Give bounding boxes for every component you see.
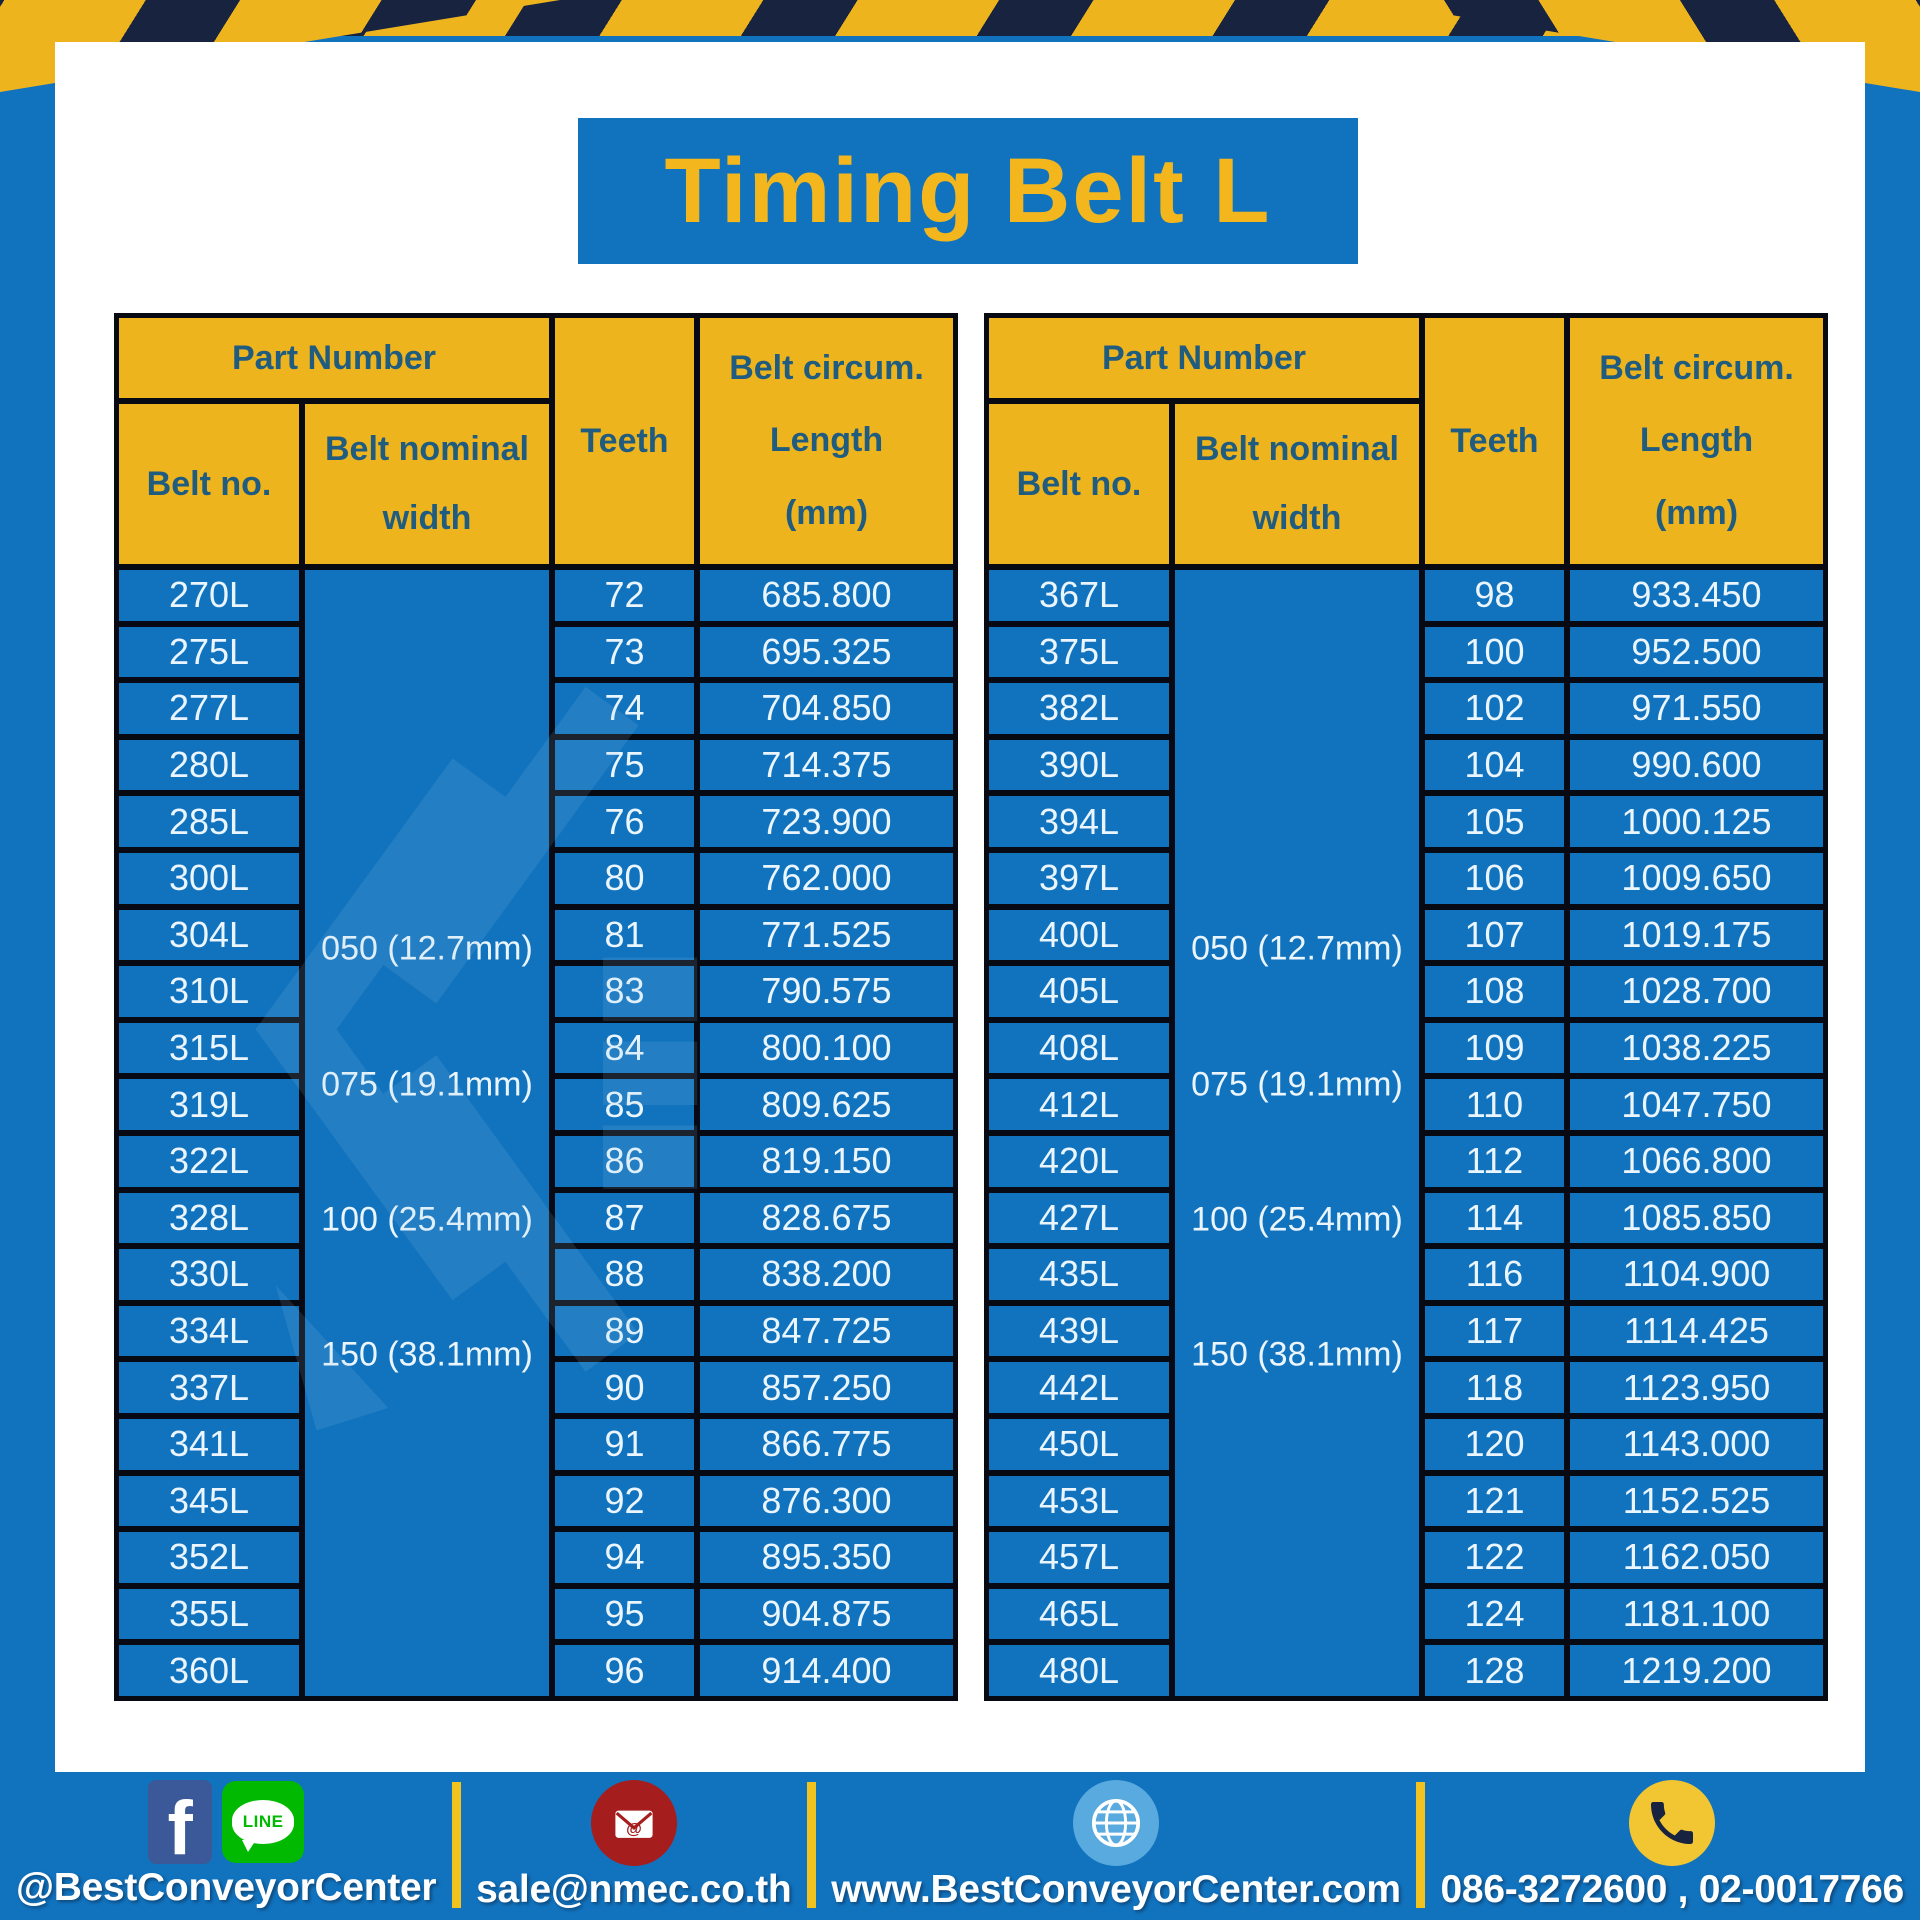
- belt-no-cell: 382L: [989, 683, 1169, 734]
- teeth-cell: 121: [1425, 1476, 1564, 1527]
- belt-width-label: 150 (38.1mm): [321, 1335, 533, 1374]
- teeth-cell: 117: [1425, 1306, 1564, 1357]
- footer-email-section: [476, 1780, 791, 1910]
- teeth-cell: 120: [1425, 1419, 1564, 1470]
- length-cell: 895.350: [700, 1532, 953, 1583]
- footer-divider: [1416, 1782, 1425, 1908]
- belt-no-cell: 427L: [989, 1193, 1169, 1244]
- teeth-cell: 86: [555, 1136, 694, 1187]
- length-cell: 952.500: [1570, 627, 1823, 678]
- belt-no-cell: 400L: [989, 910, 1169, 961]
- belt-circum-line2: Length: [1639, 421, 1754, 460]
- contact-footer: [0, 1772, 1920, 1920]
- footer-divider: [807, 1782, 816, 1908]
- belt-no-cell: 375L: [989, 627, 1169, 678]
- length-cell: 1038.225: [1570, 1023, 1823, 1074]
- part-number-header: Part Number: [119, 318, 549, 398]
- footer-social-section: [16, 1780, 436, 1910]
- belt-no-cell: 334L: [119, 1306, 299, 1357]
- belt-circum-header: [700, 318, 953, 564]
- teeth-cell: 100: [1425, 627, 1564, 678]
- belt-no-cell: 394L: [989, 796, 1169, 847]
- length-cell: 704.850: [700, 683, 953, 734]
- belt-circum-line3: (mm): [784, 494, 869, 533]
- teeth-header: Teeth: [1425, 318, 1564, 564]
- belt-no-cell: 310L: [119, 966, 299, 1017]
- svg-text:@: @: [625, 1820, 642, 1839]
- length-cell: 990.600: [1570, 740, 1823, 791]
- teeth-cell: 108: [1425, 966, 1564, 1017]
- teeth-cell: 90: [555, 1362, 694, 1413]
- teeth-cell: 83: [555, 966, 694, 1017]
- belt-no-cell: 390L: [989, 740, 1169, 791]
- belt-width-label: 050 (12.7mm): [1191, 929, 1403, 968]
- belt-no-cell: 442L: [989, 1362, 1169, 1413]
- belt-width-label: 100 (25.4mm): [1191, 1200, 1403, 1239]
- length-cell: 1123.950: [1570, 1362, 1823, 1413]
- length-cell: 1085.850: [1570, 1193, 1823, 1244]
- footer-divider: [452, 1782, 461, 1908]
- belt-circum-line2: Length: [769, 421, 884, 460]
- page-title: Timing Belt L: [664, 139, 1272, 242]
- line-icon: [222, 1781, 304, 1863]
- length-cell: 800.100: [700, 1023, 953, 1074]
- teeth-cell: 106: [1425, 853, 1564, 904]
- belt-no-cell: 330L: [119, 1249, 299, 1300]
- length-cell: 1028.700: [1570, 966, 1823, 1017]
- teeth-cell: 110: [1425, 1079, 1564, 1130]
- length-cell: 876.300: [700, 1476, 953, 1527]
- belt-no-cell: 360L: [119, 1645, 299, 1696]
- social-handle: @BestConveyorCenter: [16, 1866, 437, 1909]
- teeth-cell: 92: [555, 1476, 694, 1527]
- belt-no-header: Belt no.: [119, 404, 299, 564]
- teeth-cell: 72: [555, 570, 694, 621]
- belt-no-cell: 457L: [989, 1532, 1169, 1583]
- belt-width-label: 075 (19.1mm): [321, 1065, 533, 1104]
- belt-circum-line1: Belt circum.: [1599, 348, 1794, 387]
- line-label: LINE: [242, 1812, 284, 1831]
- belt-no-cell: 435L: [989, 1249, 1169, 1300]
- phone-glyph: [1644, 1795, 1700, 1851]
- phone-icon: [1629, 1780, 1715, 1866]
- length-cell: 771.525: [700, 910, 953, 961]
- belt-no-cell: 300L: [119, 853, 299, 904]
- teeth-cell: 95: [555, 1589, 694, 1640]
- teeth-cell: 75: [555, 740, 694, 791]
- belt-width-merged-cell: [1175, 570, 1419, 1696]
- belt-width-label: 150 (38.1mm): [1191, 1335, 1403, 1374]
- teeth-cell: 80: [555, 853, 694, 904]
- footer-website-section: [831, 1780, 1400, 1910]
- teeth-cell: 74: [555, 683, 694, 734]
- belt-no-cell: 450L: [989, 1419, 1169, 1470]
- teeth-cell: 109: [1425, 1023, 1564, 1074]
- belt-no-cell: 280L: [119, 740, 299, 791]
- teeth-cell: 81: [555, 910, 694, 961]
- length-cell: 762.000: [700, 853, 953, 904]
- teeth-cell: 88: [555, 1249, 694, 1300]
- belt-circum-line3: (mm): [1654, 494, 1739, 533]
- teeth-cell: 104: [1425, 740, 1564, 791]
- email-icon-row: [591, 1780, 677, 1866]
- belt-no-cell: 355L: [119, 1589, 299, 1640]
- length-cell: 904.875: [700, 1589, 953, 1640]
- teeth-header: Teeth: [555, 318, 694, 564]
- teeth-cell: 96: [555, 1645, 694, 1696]
- teeth-cell: 76: [555, 796, 694, 847]
- length-cell: 1009.650: [1570, 853, 1823, 904]
- website-icon-row: [1073, 1780, 1159, 1866]
- teeth-cell: 116: [1425, 1249, 1564, 1300]
- length-cell: 1019.175: [1570, 910, 1823, 961]
- belt-circum-header: [1570, 318, 1823, 564]
- teeth-cell: 94: [555, 1532, 694, 1583]
- belt-no-cell: 345L: [119, 1476, 299, 1527]
- belt-width-label: 050 (12.7mm): [321, 929, 533, 968]
- teeth-cell: 87: [555, 1193, 694, 1244]
- part-number-header: Part Number: [989, 318, 1419, 398]
- length-cell: 790.575: [700, 966, 953, 1017]
- content-area: [55, 42, 1865, 1772]
- belt-no-cell: 304L: [119, 910, 299, 961]
- belt-no-cell: 465L: [989, 1589, 1169, 1640]
- length-cell: 971.550: [1570, 683, 1823, 734]
- teeth-cell: 98: [1425, 570, 1564, 621]
- length-cell: 809.625: [700, 1079, 953, 1130]
- teeth-cell: 105: [1425, 796, 1564, 847]
- length-cell: 857.250: [700, 1362, 953, 1413]
- phone-icon-row: [1629, 1780, 1715, 1866]
- belt-no-cell: 328L: [119, 1193, 299, 1244]
- length-cell: 1219.200: [1570, 1645, 1823, 1696]
- length-cell: 1152.525: [1570, 1476, 1823, 1527]
- teeth-cell: 107: [1425, 910, 1564, 961]
- belt-no-cell: 420L: [989, 1136, 1169, 1187]
- belt-no-cell: 397L: [989, 853, 1169, 904]
- belt-table-left: [114, 313, 958, 1701]
- website-url: www.BestConveyorCenter.com: [831, 1868, 1401, 1911]
- length-cell: 1047.750: [1570, 1079, 1823, 1130]
- teeth-cell: 102: [1425, 683, 1564, 734]
- facebook-letter: f: [167, 1786, 193, 1864]
- length-cell: 819.150: [700, 1136, 953, 1187]
- length-cell: 1066.800: [1570, 1136, 1823, 1187]
- belt-nominal-width-header: [1175, 404, 1419, 564]
- teeth-cell: 118: [1425, 1362, 1564, 1413]
- teeth-cell: 89: [555, 1306, 694, 1357]
- length-cell: 1104.900: [1570, 1249, 1823, 1300]
- belt-circum-line1: Belt circum.: [729, 348, 924, 387]
- belt-no-cell: 285L: [119, 796, 299, 847]
- length-cell: 933.450: [1570, 570, 1823, 621]
- length-cell: 723.900: [700, 796, 953, 847]
- belt-no-cell: 367L: [989, 570, 1169, 621]
- length-cell: 695.325: [700, 627, 953, 678]
- belt-nominal-line2: width: [1252, 499, 1342, 537]
- length-cell: 838.200: [700, 1249, 953, 1300]
- email-address: sale@nmec.co.th: [476, 1868, 792, 1911]
- belt-no-cell: 315L: [119, 1023, 299, 1074]
- length-cell: 866.775: [700, 1419, 953, 1470]
- belt-no-cell: 275L: [119, 627, 299, 678]
- mail-glyph: [603, 1792, 665, 1854]
- title-box: [578, 118, 1358, 264]
- facebook-icon: [148, 1780, 212, 1864]
- phone-numbers: 086-3272600 , 02-0017766: [1440, 1868, 1904, 1911]
- length-cell: 1143.000: [1570, 1419, 1823, 1470]
- belt-no-cell: 319L: [119, 1079, 299, 1130]
- footer-phone-section: [1441, 1780, 1904, 1910]
- length-cell: 1000.125: [1570, 796, 1823, 847]
- teeth-cell: 84: [555, 1023, 694, 1074]
- length-cell: 914.400: [700, 1645, 953, 1696]
- belt-no-cell: 270L: [119, 570, 299, 621]
- belt-no-cell: 480L: [989, 1645, 1169, 1696]
- length-cell: 1114.425: [1570, 1306, 1823, 1357]
- length-cell: 1162.050: [1570, 1532, 1823, 1583]
- belt-no-cell: 405L: [989, 966, 1169, 1017]
- line-bubble: [232, 1800, 294, 1844]
- length-cell: 847.725: [700, 1306, 953, 1357]
- teeth-cell: 128: [1425, 1645, 1564, 1696]
- belt-table-right: [984, 313, 1828, 1701]
- belt-nominal-line2: width: [382, 499, 472, 537]
- mail-icon: [591, 1780, 677, 1866]
- belt-no-cell: 408L: [989, 1023, 1169, 1074]
- belt-no-cell: 341L: [119, 1419, 299, 1470]
- length-cell: 714.375: [700, 740, 953, 791]
- length-cell: 685.800: [700, 570, 953, 621]
- globe-icon: [1073, 1780, 1159, 1866]
- belt-no-cell: 322L: [119, 1136, 299, 1187]
- belt-no-cell: 337L: [119, 1362, 299, 1413]
- teeth-cell: 122: [1425, 1532, 1564, 1583]
- belt-no-header: Belt no.: [989, 404, 1169, 564]
- belt-no-cell: 439L: [989, 1306, 1169, 1357]
- length-cell: 828.675: [700, 1193, 953, 1244]
- teeth-cell: 124: [1425, 1589, 1564, 1640]
- belt-nominal-line1: Belt nominal: [324, 430, 530, 468]
- belt-width-label: 100 (25.4mm): [321, 1200, 533, 1239]
- belt-width-label: 075 (19.1mm): [1191, 1065, 1403, 1104]
- globe-glyph: [1079, 1786, 1153, 1860]
- belt-nominal-line1: Belt nominal: [1194, 430, 1400, 468]
- social-icons: [148, 1780, 304, 1864]
- belt-no-cell: 453L: [989, 1476, 1169, 1527]
- belt-nominal-width-header: [305, 404, 549, 564]
- teeth-cell: 91: [555, 1419, 694, 1470]
- teeth-cell: 114: [1425, 1193, 1564, 1244]
- belt-no-cell: 352L: [119, 1532, 299, 1583]
- teeth-cell: 85: [555, 1079, 694, 1130]
- belt-no-cell: 277L: [119, 683, 299, 734]
- teeth-cell: 73: [555, 627, 694, 678]
- belt-no-cell: 412L: [989, 1079, 1169, 1130]
- belt-width-merged-cell: [305, 570, 549, 1696]
- length-cell: 1181.100: [1570, 1589, 1823, 1640]
- teeth-cell: 112: [1425, 1136, 1564, 1187]
